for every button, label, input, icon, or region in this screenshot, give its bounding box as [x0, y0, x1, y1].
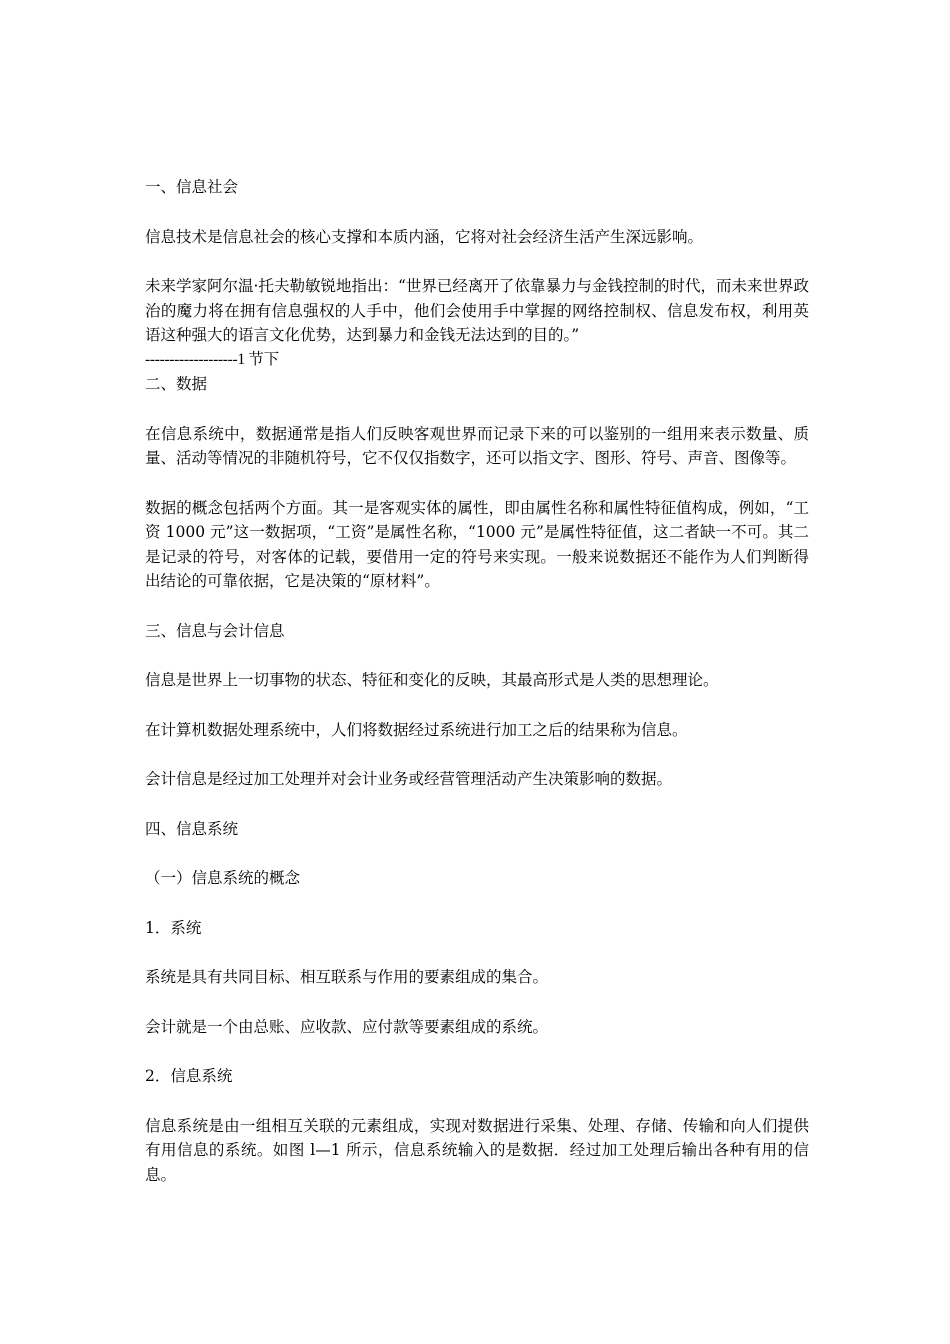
- document-body: [145, 175, 809, 1212]
- paragraph: 信息技术是信息社会的核心支撑和本质内涵，它将对社会经济生活产生深远影响。: [145, 227, 704, 246]
- subheading-information-system: 2．信息系统: [145, 1067, 233, 1085]
- paragraph: 系统是具有共同目标、相互联系与作用的要素组成的集合。: [145, 968, 549, 986]
- heading-information-system: 四、信息系统: [145, 819, 239, 838]
- paragraph: 会计信息是经过加工处理并对会计业务或经营管理活动产生决策影响的数据。: [145, 770, 673, 788]
- heading-information-and-accounting-information: 三、信息与会计信息: [145, 621, 285, 640]
- paragraph: 未来学家阿尔温·托夫勒敏锐地指出：“世界已经离开了依靠暴力与金钱控制的时代，而未来世界政治的魔力将在拥有信息强权的人手中，他们会使用手中掌握的网络控制权、信息发布权，利用英语这种强大的语言文化优势，达到暴力和金钱无法达到的目的。”: [145, 277, 809, 344]
- heading-data: 二、数据: [145, 375, 208, 393]
- paragraph: 数据的概念包括两个方面。其一是客观实体的属性，即由属性名称和属性特征值构成，例如，“工资 1000 元”这一数据项，“工资”是属性名称，“1000 元”是属性特征值，这二者缺一不可。其二是记录的符号，对客体的记载，要借用一定的符号来实现。一般来说数据还不能作为人们判断得出结论的可靠依据，它是决策的“原材料”。: [145, 498, 809, 590]
- heading-information-society: 一、信息社会: [145, 178, 239, 196]
- paragraph: 在计算机数据处理系统中，人们将数据经过系统进行加工之后的结果称为信息。: [145, 720, 688, 739]
- paragraph: 在信息系统中，数据通常是指人们反映客观世界而记录下来的可以鉴别的一组用来表示数量、质量、活动等情况的非随机符号，它不仅仅指数字，还可以指文字、图形、符号、声音、图像等。: [145, 424, 809, 467]
- paragraph: 信息系统是由一组相互关联的元素组成，实现对数据进行采集、处理、存储、传输和向人们提供有用信息的系统。如图 l—1 所示，信息系统输入的是数据．经过加工处理后输出各种有用的信息。: [145, 1116, 809, 1184]
- section-break-marker: -------------------1 节下: [145, 350, 279, 368]
- subheading-system: 1．系统: [145, 918, 202, 937]
- paragraph: 会计就是一个由总账、应收款、应付款等要素组成的系统。: [145, 1017, 549, 1036]
- subheading-information-system-concept: （一）信息系统的概念: [145, 869, 301, 887]
- paragraph: 信息是世界上一切事物的状态、特征和变化的反映，其最高形式是人类的思想理论。: [145, 671, 719, 689]
